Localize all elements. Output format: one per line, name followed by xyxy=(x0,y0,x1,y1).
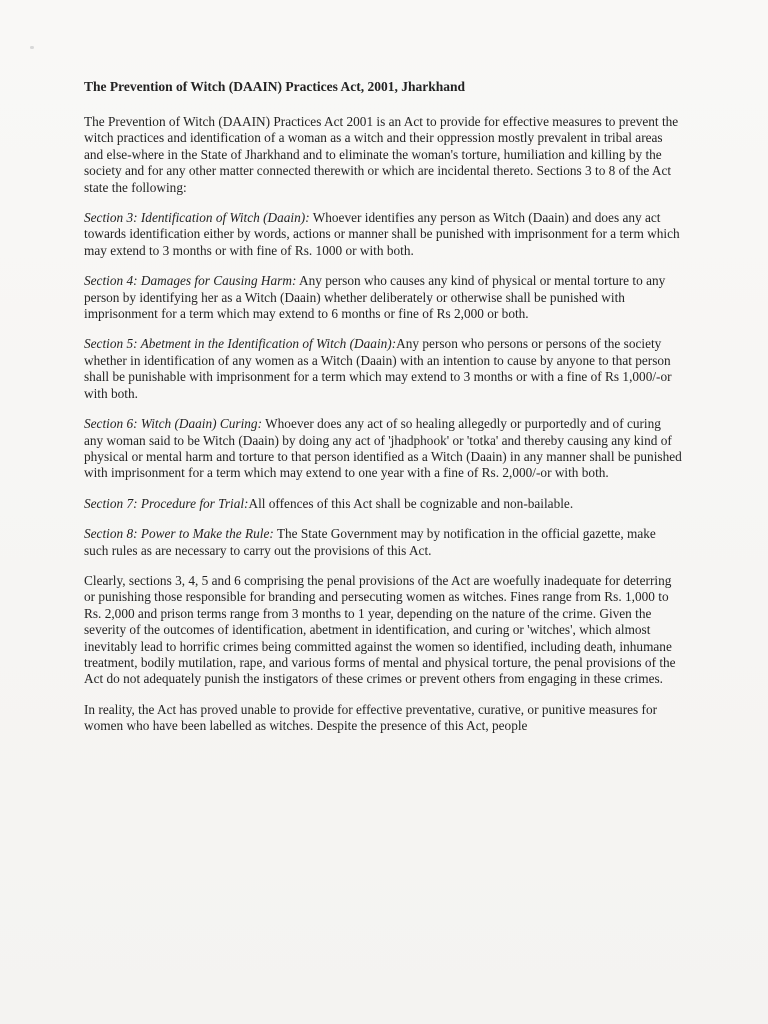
section-4-text: Any person who causes any kind of physical or mental torture to any person by identifying her as a Witch (Daain) whether deliberately or otherwise shall be punished with imprisonment for a term which may extend to 6 months or fine of Rs 2,000 or both. xyxy=(84,273,666,322)
section-6-text: Whoever does any act of so healing allegedly or purportedly and of curing any woman said to be Witch (Daain) by doing any act of 'jhadphook' or 'totka' and thereby causing any kind of physical or mental harm and torture to that person identified as a Witch (Daain) in any manner shall be punished with imprisonment for a term which may extend to one year with a fine of Rs. 2,000/-or with both. xyxy=(84,416,682,481)
document-body xyxy=(84,78,682,749)
section-3-paragraph xyxy=(84,210,682,259)
section-7-paragraph xyxy=(84,496,682,512)
intro-paragraph: The Prevention of Witch (DAAIN) Practices Act 2001 is an Act to provide for effective measures to prevent the witch practices and identification of a woman as a witch and their oppression mostly prevalent in tribal areas and else-where in the State of Jharkhand and to eliminate the woman's torture, humiliation and killing by the society and for any other matter connected therewith or which are incidental thereto. Sections 3 to 8 of the Act state the following: xyxy=(84,114,679,195)
conclusion-paragraph: In reality, the Act has proved unable to provide for effective preventative, curative, or punitive measures for women who have been labelled as witches. Despite the presence of this Act, people xyxy=(84,701,658,734)
section-4-paragraph xyxy=(84,273,682,322)
section-5-text: Any person who persons or persons of the society whether in identification of any women as a Witch (Daain) with an intention to cause by anyone to that person shall be punishable with imprisonment for a term which may extend to 3 months or with a fine of Rs 1,000/-or with both. xyxy=(84,336,672,401)
section-7-title: Section 7: Procedure for Trial: xyxy=(84,495,249,511)
section-5-title: Section 5: Abetment in the Identification of Witch (Daain): xyxy=(84,336,397,352)
section-8-text: The State Government may by notification in the official gazette, make such rules as are necessary to carry out the provisions of this Act. xyxy=(84,526,656,558)
section-4-title: Section 4: Damages for Causing Harm: xyxy=(84,273,297,289)
section-3-text: Whoever identifies any person as Witch (Daain) and does any act towards identification either by words, actions or manner shall be punished with imprisonment for a term which may extend to 3 months or with fine of Rs. 1000 or with both. xyxy=(84,210,680,258)
section-7-text: All offences of this Act shall be cognizable and non-bailable. xyxy=(248,495,574,511)
section-3-title: Section 3: Identification of Witch (Daain): xyxy=(84,210,310,226)
analysis-paragraph: Clearly, sections 3, 4, 5 and 6 comprising the penal provisions of the Act are woefully inadequate for deterring or punishing those responsible for branding and persecuting women as witches. Fines range from Rs. 1,000 to Rs. 2,000 and prison terms range from 3 months to 1 year, depending on the nature of the crime. Given the severity of the outcomes of identification, abetment in identification, and curing or 'witches', which almost inevitably lead to horrific crimes being committed against the women so identified, including death, inhumane treatment, bodily mutilation, rape, and various forms of mental and physical torture, the penal provisions of the Act do not adequately punish the instigators of these crimes or prevent others from engaging in these crimes. xyxy=(84,572,676,687)
scan-speck xyxy=(30,46,34,49)
section-5-paragraph xyxy=(84,336,682,402)
section-6-paragraph xyxy=(84,416,682,482)
section-6-title: Section 6: Witch (Daain) Curing: xyxy=(84,416,263,432)
section-8-title: Section 8: Power to Make the Rule: xyxy=(84,526,274,542)
section-8-paragraph xyxy=(84,526,682,559)
document-title: The Prevention of Witch (DAAIN) Practices Act, 2001, Jharkhand xyxy=(84,79,465,94)
